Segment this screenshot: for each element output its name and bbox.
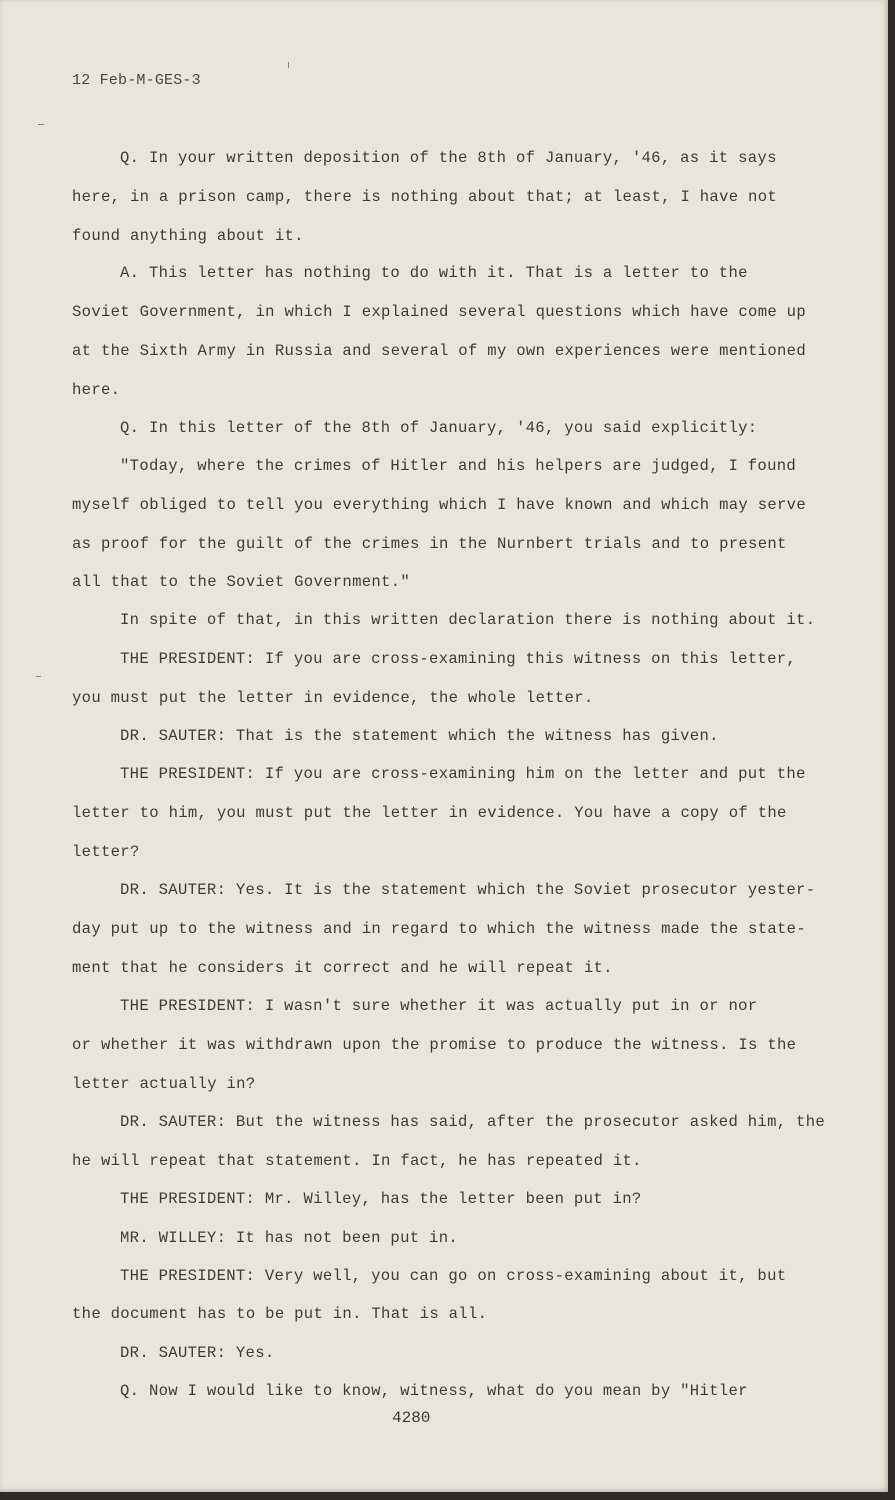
text-line: Q. In this letter of the 8th of January, '46, you said explicitly:: [120, 419, 758, 437]
text-line: THE PRESIDENT: Very well, you can go on cross-examining about it, but: [120, 1267, 787, 1285]
text-line: THE PRESIDENT: I wasn't sure whether it was actually put in or nor: [120, 997, 758, 1015]
scan-border: [0, 1492, 895, 1500]
text-line: the document has to be put in. That is all.: [72, 1305, 488, 1323]
text-line: Soviet Government, in which I explained several questions which have come up: [72, 303, 806, 321]
text-line: Q. In your written deposition of the 8th of January, '46, as it says: [120, 149, 777, 167]
text-line: day put up to the witness and in regard to which the witness made the state-: [72, 920, 806, 938]
document-header: 12 Feb-M-GES-3: [72, 72, 201, 89]
scan-border: [888, 0, 895, 1500]
text-line: here.: [72, 381, 121, 399]
text-line: as proof for the guilt of the crimes in the Nurnbert trials and to present: [72, 535, 787, 553]
text-line: he will repeat that statement. In fact, he has repeated it.: [72, 1152, 642, 1170]
text-line: ment that he considers it correct and he will repeat it.: [72, 959, 613, 977]
text-line: letter to him, you must put the letter in evidence. You have a copy of the: [72, 804, 787, 822]
page-number: 4280: [392, 1409, 431, 1427]
text-line: here, in a prison camp, there is nothing about that; at least, I have not: [72, 188, 778, 206]
text-line: DR. SAUTER: Yes.: [120, 1344, 275, 1362]
text-line: MR. WILLEY: It has not been put in.: [120, 1229, 459, 1247]
text-line: In spite of that, in this written declaration there is nothing about it.: [120, 611, 816, 629]
text-line: letter?: [72, 843, 140, 861]
text-line: myself obliged to tell you everything which I have known and which may serve: [72, 496, 806, 514]
text-line: THE PRESIDENT: If you are cross-examining him on the letter and put the: [120, 765, 806, 783]
text-line: at the Sixth Army in Russia and several of my own experiences were mentioned: [72, 342, 806, 360]
text-line: DR. SAUTER: Yes. It is the statement which the Soviet prosecutor yester-: [120, 881, 816, 899]
text-line: DR. SAUTER: That is the statement which the witness has given.: [120, 727, 719, 745]
text-line: DR. SAUTER: But the witness has said, after the prosecutor asked him, the: [120, 1113, 826, 1131]
paper-mark: [288, 62, 289, 68]
paper-mark: [36, 676, 41, 677]
text-line: letter actually in?: [72, 1075, 256, 1093]
text-line: A. This letter has nothing to do with it. That is a letter to the: [120, 264, 748, 282]
text-line: THE PRESIDENT: If you are cross-examining this witness on this letter,: [120, 650, 797, 668]
text-line: THE PRESIDENT: Mr. Willey, has the letter been put in?: [120, 1190, 642, 1208]
text-line: or whether it was withdrawn upon the promise to produce the witness. Is the: [72, 1036, 797, 1054]
text-line: you must put the letter in evidence, the whole letter.: [72, 689, 594, 707]
text-line: "Today, where the crimes of Hitler and his helpers are judged, I found: [120, 457, 797, 475]
text-line: all that to the Soviet Government.": [72, 573, 411, 591]
paper-mark: [38, 124, 44, 125]
text-line: Q. Now I would like to know, witness, what do you mean by "Hitler: [120, 1382, 748, 1400]
text-line: found anything about it.: [72, 227, 304, 245]
